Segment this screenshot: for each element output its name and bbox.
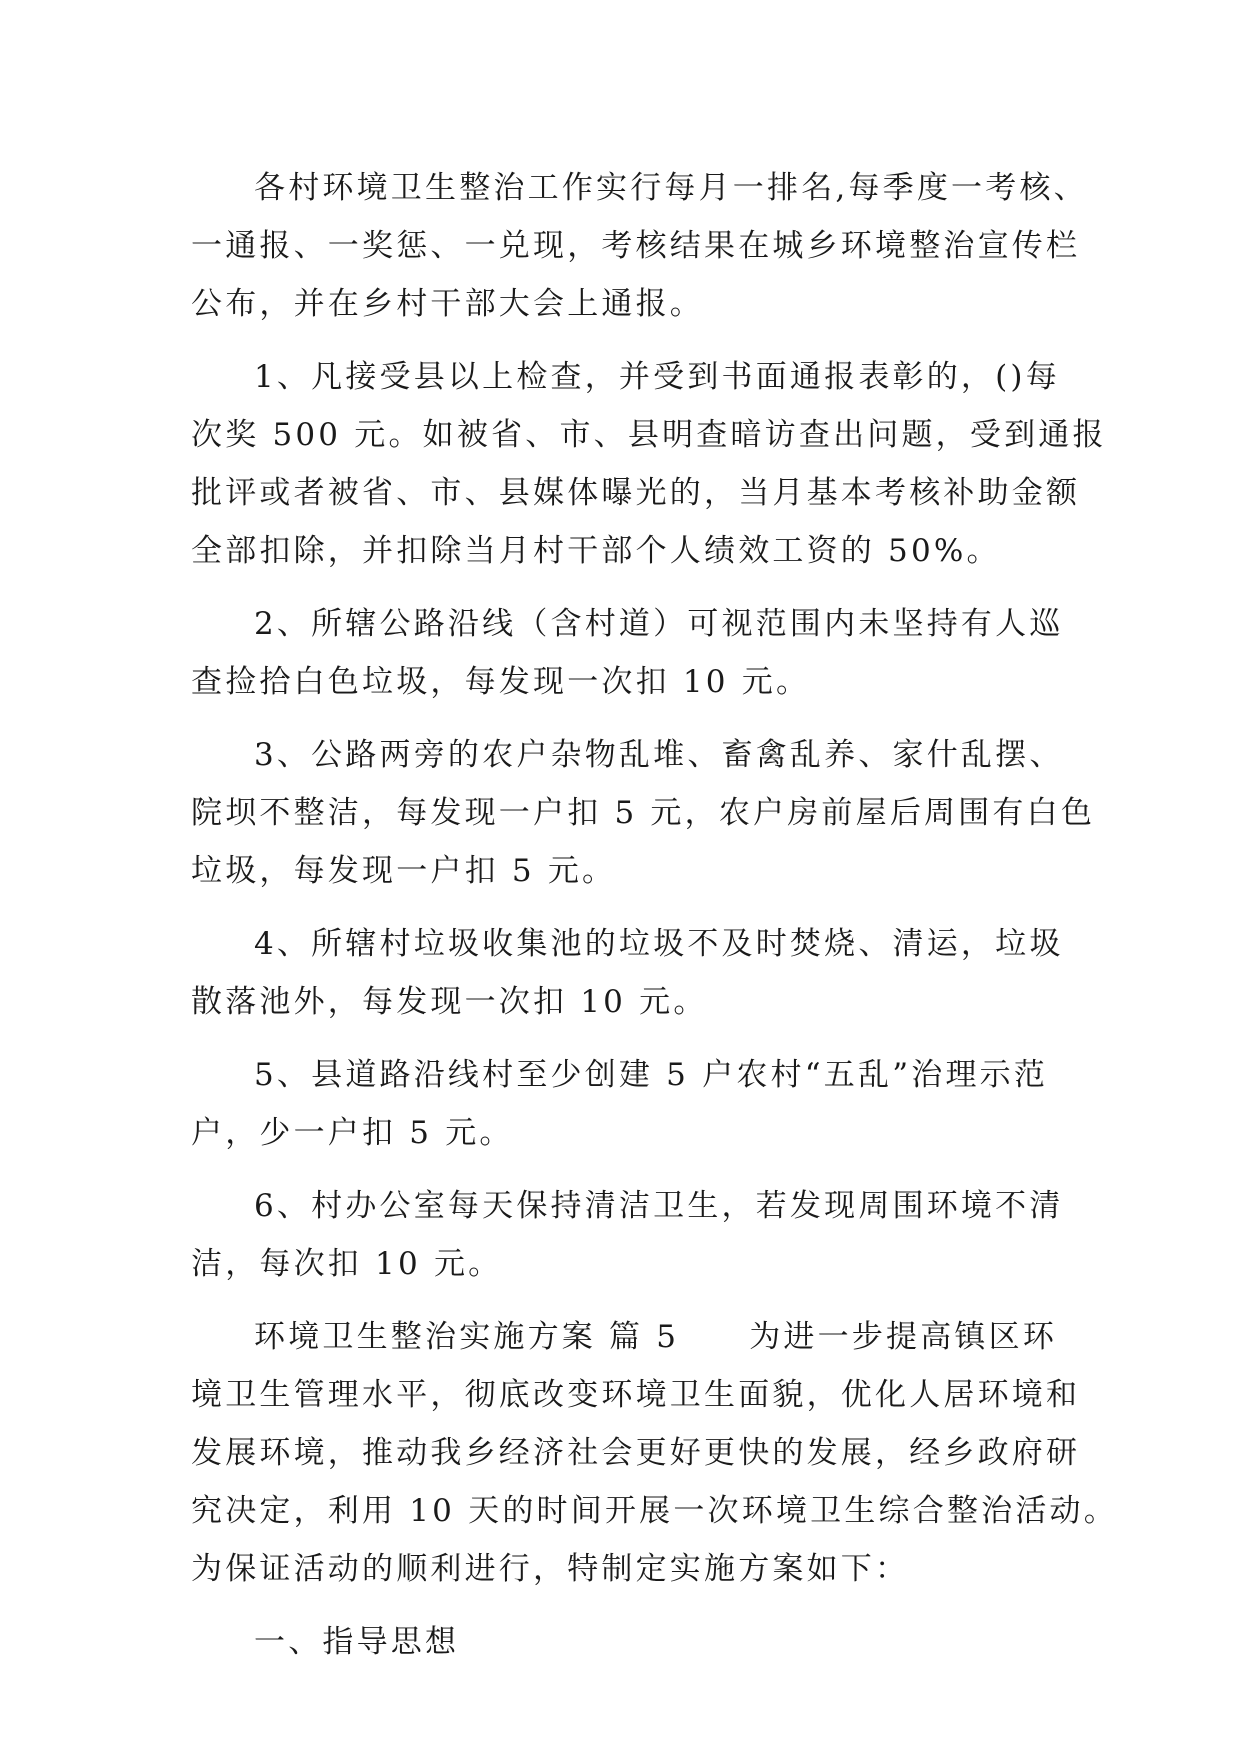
item-6-line-2: 洁，每次扣 10 元。 [191, 1246, 503, 1282]
paragraph-1-line-1: 各村环境卫生整治工作实行每月一排名,每季度一考核、 [254, 170, 1088, 206]
item-6-line-1: 6、村办公室每天保持清洁卫生，若发现周围环境不清 [254, 1188, 1064, 1224]
item-5-line-2: 户，少一户扣 5 元。 [191, 1115, 514, 1151]
item-2-line-2: 查捡拾白色垃圾，每发现一次扣 10 元。 [191, 664, 811, 700]
paragraph-1-line-2: 一通报、一奖惩、一兑现，考核结果在城乡环境整治宣传栏 [191, 228, 1081, 264]
item-5-line-1: 5、县道路沿线村至少创建 5 户农村“五乱”治理示范 [254, 1057, 1049, 1093]
item-1-line-2: 次奖 500 元。如被省、市、县明查暗访查出问题，受到通报 [191, 417, 1107, 453]
item-2-line-1: 2、所辖公路沿线（含村道）可视范围内未坚持有人巡 [254, 606, 1064, 642]
section-5-line-5: 为保证活动的顺利进行，特制定实施方案如下： [191, 1551, 910, 1587]
section-5-line-2: 境卫生管理水平，彻底改变环境卫生面貌，优化人居环境和 [191, 1377, 1081, 1413]
section-5-first-line [254, 1308, 1057, 1366]
paragraph-1-line-3: 公布，并在乡村干部大会上通报。 [191, 286, 704, 322]
section-5-line-3: 发展环境，推动我乡经济社会更好更快的发展，经乡政府研 [191, 1435, 1081, 1471]
section-5-title: 环境卫生整治实施方案 篇 5 [254, 1319, 680, 1355]
item-3-line-2: 院坝不整洁，每发现一户扣 5 元，农户房前屋后周围有白色 [191, 795, 1096, 831]
item-3-line-3: 垃圾，每发现一户扣 5 元。 [191, 853, 617, 889]
section-5-line-4: 究决定，利用 10 天的时间开展一次环境卫生综合整治活动。 [191, 1493, 1118, 1529]
item-4-line-1: 4、所辖村垃圾收集池的垃圾不及时焚烧、清运，垃圾 [254, 926, 1064, 962]
item-1-line-3: 批评或者被省、市、县媒体曝光的，当月基本考核补助金额 [191, 475, 1081, 511]
item-1-line-1: 1、凡接受县以上检查，并受到书面通报表彰的，()每 [254, 359, 1060, 395]
item-4-line-2: 散落池外，每发现一次扣 10 元。 [191, 984, 708, 1020]
item-1-line-4: 全部扣除，并扣除当月村干部个人绩效工资的 50%。 [191, 533, 1001, 569]
heading-guiding-ideology: 一、指导思想 [254, 1624, 460, 1660]
item-3-line-1: 3、公路两旁的农户杂物乱堆、畜禽乱养、家什乱摆、 [254, 737, 1064, 773]
section-5-intro-start: 为进一步提高镇区环 [749, 1319, 1058, 1355]
